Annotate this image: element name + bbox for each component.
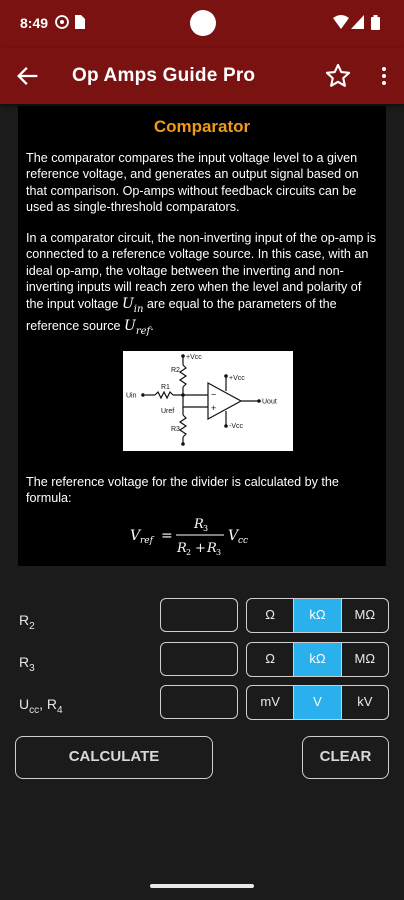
article-paragraph-1: The comparator compares the input voltage level to a given reference voltage, and generates an output signal based on that comparison. Op-amps without feedback circuits can be used as single-threshold comparators.	[26, 151, 359, 215]
svg-text:+Vcc: +Vcc	[186, 354, 202, 361]
back-arrow-icon[interactable]	[14, 62, 42, 90]
svg-text:+: +	[211, 403, 217, 413]
svg-text:Uin: Uin	[126, 392, 137, 400]
r3-unit-kohm[interactable]: kΩ	[293, 643, 340, 676]
svg-text:3: 3	[216, 548, 222, 557]
svg-text:R: R	[194, 517, 204, 532]
gesture-navigation-bar[interactable]	[150, 884, 254, 888]
svg-text:3: 3	[203, 524, 209, 533]
article-heading: Comparator	[153, 117, 251, 136]
svg-text:R: R	[207, 541, 217, 556]
r2-label: $R_2$	[19, 612, 35, 632]
r2-input[interactable]	[160, 598, 238, 632]
calculate-button[interactable]: CALCULATE	[15, 736, 213, 779]
svg-text:-Vcc: -Vcc	[229, 423, 243, 430]
camera-cutout	[190, 10, 216, 36]
svg-text:V: V	[130, 528, 141, 544]
ucc-unit-v[interactable]: V	[293, 686, 340, 719]
r2-unit-mohm[interactable]: MΩ	[341, 599, 388, 632]
ucc-unit-selector	[246, 685, 389, 720]
article-panel	[18, 106, 386, 566]
svg-text:R: R	[177, 541, 187, 556]
favorite-star-icon[interactable]	[324, 62, 352, 90]
ucc-unit-kv[interactable]: kV	[341, 686, 388, 719]
comparator-circuit-diagram	[123, 351, 293, 451]
more-options-icon[interactable]	[374, 64, 394, 88]
svg-text:−: −	[211, 389, 217, 400]
r3-unit-mohm[interactable]: MΩ	[341, 643, 388, 676]
r3-unit-ohm[interactable]: Ω	[265, 651, 276, 666]
svg-text:cc: cc	[238, 536, 249, 546]
status-bar	[0, 0, 404, 48]
svg-text:+: +	[195, 541, 206, 556]
r3-input[interactable]	[160, 642, 238, 676]
sync-icon	[55, 15, 69, 29]
r3-label: $R_3$	[19, 654, 35, 674]
r2-unit-kohm[interactable]: kΩ	[293, 599, 340, 632]
svg-text:R3: R3	[171, 426, 180, 433]
reference-voltage-formula	[128, 513, 288, 557]
article-paragraph-3: The reference voltage for the divider is calculated by the formula:	[26, 475, 339, 506]
svg-text:R1: R1	[161, 384, 170, 391]
article-paragraph-2: In a comparator circuit, the non-inverting input of the op-amp is connected to a reference voltage source. In this case, with an ideal op-amp, the voltage between the inverting and non-inverting inputs will reach zero when the level and polarity of the input voltage $U_{in}$ are equal to the parameters of the reference source $U_{ref}$.	[26, 231, 377, 337]
status-time: 8:49	[20, 15, 49, 31]
ucc-unit-mv[interactable]: mV	[260, 694, 280, 709]
svg-text:ref: ref	[140, 536, 153, 546]
r2-unit-ohm[interactable]: Ω	[265, 607, 276, 622]
ucc-r4-label: $U_{cc}$, $R_4$	[19, 696, 63, 716]
svg-text:=: =	[161, 528, 173, 544]
app-title: Op Amps Guide Pro	[72, 65, 256, 86]
signal-icon	[351, 15, 364, 29]
svg-text:R2: R2	[171, 367, 180, 374]
svg-text:Uref: Uref	[161, 408, 175, 415]
r2-unit-selector	[246, 598, 389, 633]
clear-button[interactable]: CLEAR	[302, 736, 389, 779]
battery-icon	[371, 15, 380, 30]
svg-text:2: 2	[186, 548, 192, 557]
wifi-icon	[333, 15, 349, 29]
svg-text:+Vcc: +Vcc	[229, 375, 245, 382]
ucc-r4-input[interactable]	[160, 685, 238, 719]
svg-text:V: V	[228, 528, 239, 544]
sim-card-icon	[74, 15, 85, 29]
r3-unit-selector	[246, 642, 389, 677]
svg-text:Uout: Uout	[262, 398, 277, 406]
app-bar	[0, 48, 404, 104]
